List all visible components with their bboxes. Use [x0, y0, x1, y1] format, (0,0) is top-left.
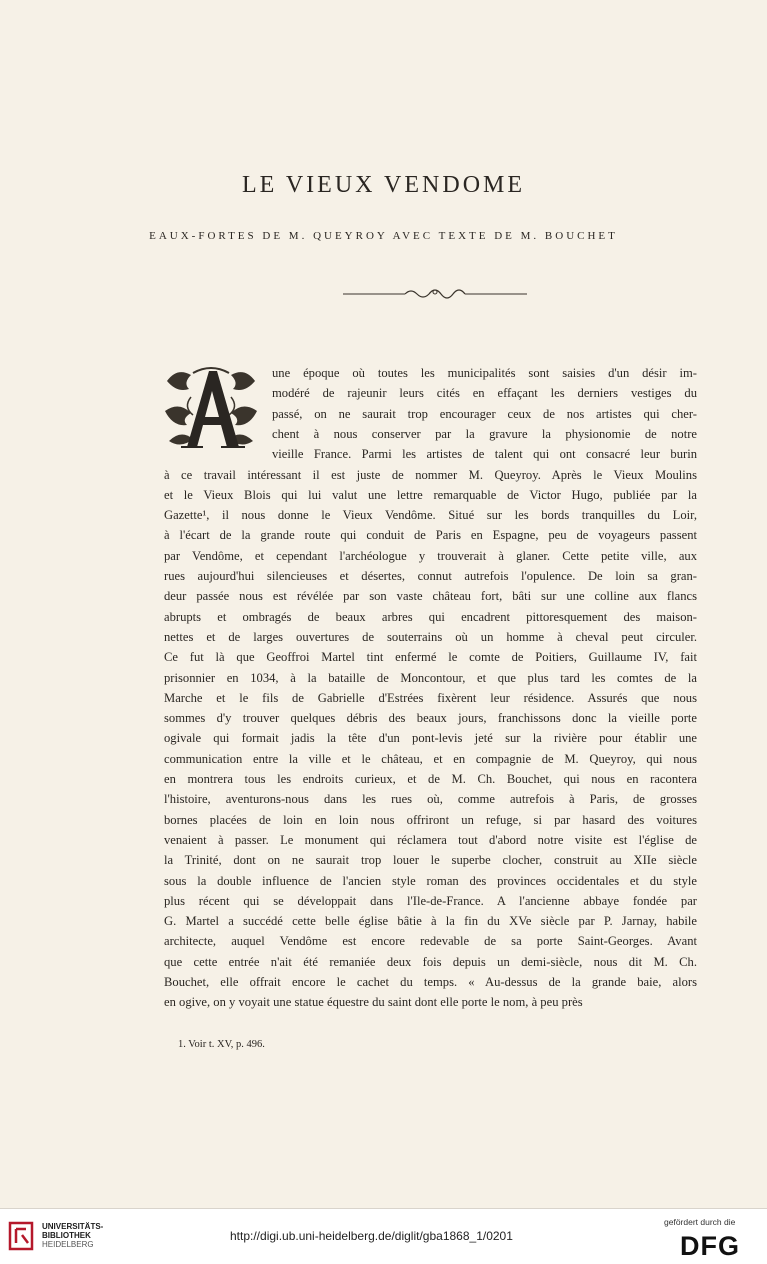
library-name-line-3: HEIDELBERG — [42, 1240, 94, 1249]
text-line: sous la double influence de l'ancien style roman des provinces occidentales et du style — [164, 874, 697, 888]
text-line: et le Vieux Blois qui lui valut une lettre remarquable de Victor Hugo, publiée par la — [164, 488, 697, 502]
text-line: nettes et de larges ouvertures de souterrains où un homme à cheval peut circuler. — [164, 630, 697, 644]
text-line: G. Martel a succédé cette belle église bâtie à la fin du XVe siècle par P. Jarnay, habile — [164, 914, 697, 928]
text-line: Marche et le fils de Gabrielle d'Estrées fixèrent leur résidence. Assurés que nous — [164, 691, 697, 705]
text-line: Ce fut là que Geoffroi Martel tint enfermé le comte de Poitiers, Guillaume IV, fait — [164, 650, 697, 664]
text-line: Bouchet, elle offrait encore le cachet du temps. « Au-dessus de la grande baie, alors — [164, 975, 697, 989]
page-permalink[interactable]: http://digi.ub.uni-heidelberg.de/diglit/gba1868_1/0201 — [230, 1229, 513, 1243]
article-title: LE VIEUX VENDOME — [241, 172, 526, 198]
decorated-initial-a — [163, 361, 259, 451]
article-subtitle: EAUX-FORTES DE M. QUEYROY AVEC TEXTE DE M. BOUCHET — [149, 230, 618, 242]
text-line: modéré de rajeunir leurs cités en effaçant les derniers vestiges du — [272, 386, 697, 400]
text-line: deur passée nous est révélée par son vaste château fort, bâti sur une colline aux flancs — [164, 589, 697, 603]
text-line: architecte, auquel Vendôme est encore redevable de sa porte Saint-Georges. Avant — [164, 934, 697, 948]
text-line: rues aujourd'hui silencieuses et désertes, connut autrefois l'opulence. De loin sa gran- — [164, 569, 697, 583]
text-line: prisonnier en 1034, à la bataille de Moncontour, et que plus tard les comtes de la — [164, 671, 697, 685]
text-line: une époque où toutes les municipalités sont saisies d'un désir im- — [272, 366, 697, 380]
viewer-footer — [0, 1208, 767, 1264]
text-line: par Vendôme, et cependant l'archéologue y trouverait à glaner. Cette petite ville, aux — [164, 549, 697, 563]
text-line: passé, on ne saurait trop encourager ceux de nos artistes qui cher- — [272, 407, 697, 421]
text-line: ogivale qui formait jadis la tête d'un pont-levis jeté sur la rivière pour établir une — [164, 731, 697, 745]
university-library-logo-icon[interactable] — [8, 1219, 36, 1253]
text-line: vieille France. Parmi les artistes de talent qui ont consacré leur burin — [272, 447, 697, 461]
text-line: l'histoire, aventurons-nous dans les rues où, comme autrefois à Paris, de grosses — [164, 792, 697, 806]
dfg-logo[interactable]: DFG — [680, 1231, 740, 1261]
text-line: que cette entrée n'ait été remaniée deux fois depuis un demi-siècle, nous dit M. Ch. — [164, 955, 697, 969]
text-line: Gazette¹, il nous donne le Vieux Vendôme. Situé sur les bords tranquilles du Loir, — [164, 508, 697, 522]
text-line: communication entre la ville et le château, et en compagnie de M. Queyroy, qui nous — [164, 752, 697, 766]
text-line: à ce travail intéressant il est juste de nommer M. Queyroy. Après le Vieux Moulins — [164, 468, 697, 482]
text-line: la Trinité, dont on ne saurait trop louer le superbe clocher, construit au XIIe siècle — [164, 853, 697, 867]
text-line: en montrera tous les endroits curieux, et de M. Ch. Bouchet, qui nous en racontera — [164, 772, 697, 786]
ornament-divider-icon — [343, 286, 527, 300]
text-line: abrupts et ombragés de beaux arbres qui encadrent pittoresquement des maison- — [164, 610, 697, 624]
text-line: venaient à passer. Le monument qui réclamera tout d'abord notre visite est l'église de — [164, 833, 697, 847]
text-line: en ogive, on y voyait une statue équestre du saint dont elle porte le nom, à peu près — [164, 995, 583, 1009]
text-line: chent à nous conserver par la gravure la physionomie de notre — [272, 427, 697, 441]
library-name[interactable] — [42, 1222, 103, 1249]
footnote: 1. Voir t. XV, p. 496. — [178, 1039, 265, 1050]
text-line: bornes placées de loin en loin nous offriront un refuge, si par hasard des voitures — [164, 813, 697, 827]
library-name-line-1: UNIVERSITÄTS- — [42, 1222, 104, 1231]
text-line: plus récent qui se développait dans l'Ile-de-France. A l'ancienne abbaye fondée par — [164, 894, 697, 908]
text-line: sommes d'y trouver quelques débris des beaux jours, franchissons donc la vieille porte — [164, 711, 697, 725]
text-line: à l'écart de la grande route qui conduit de Paris en Espagne, peu de voyageurs passent — [164, 528, 697, 542]
library-name-line-2: BIBLIOTHEK — [42, 1231, 91, 1240]
funded-by-label: gefördert durch die — [664, 1217, 736, 1227]
